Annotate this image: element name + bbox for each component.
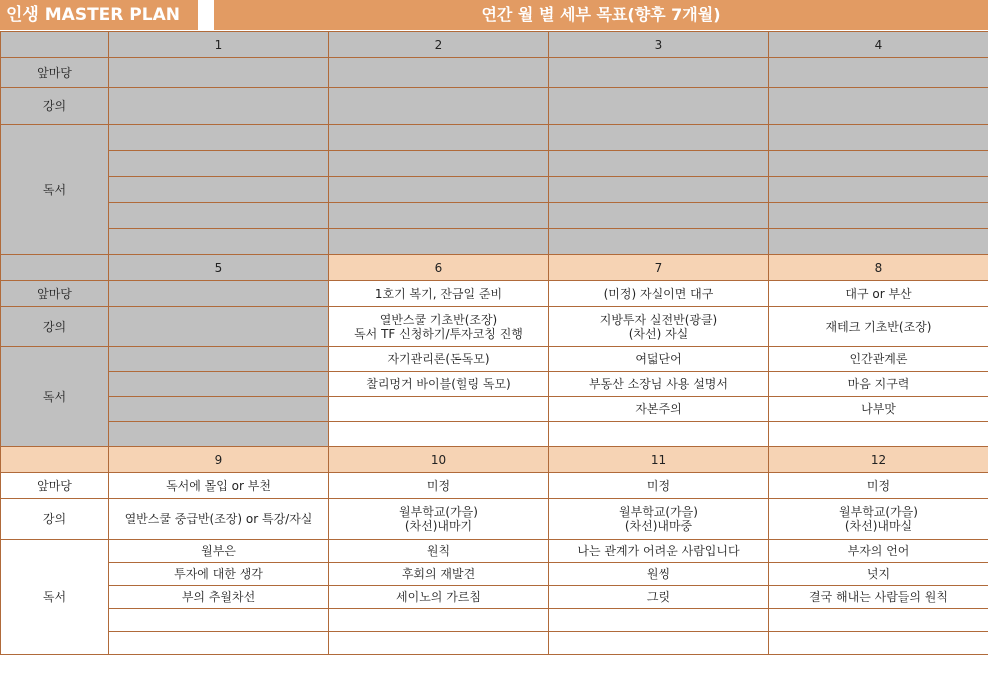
goal-cell[interactable] (109, 125, 329, 151)
corner-cell (1, 447, 109, 473)
month-header: 4 (769, 32, 988, 58)
front-yard-row (1, 281, 988, 307)
goal-cell[interactable]: 미정 (769, 473, 988, 499)
goal-cell[interactable] (329, 229, 549, 255)
goal-cell[interactable] (109, 609, 329, 632)
goal-cell[interactable] (769, 609, 988, 632)
goal-cell[interactable]: 그릿 (549, 586, 769, 609)
row-label-front-yard: 앞마당 (1, 473, 109, 499)
goal-cell[interactable] (329, 609, 549, 632)
goal-line: 월부학교(가을) (839, 505, 918, 519)
month-header: 3 (549, 32, 769, 58)
goal-cell[interactable]: 월부은 (109, 540, 329, 563)
goal-cell[interactable]: 자본주의 (549, 397, 769, 422)
lecture-row (1, 307, 988, 347)
month-header-row (1, 32, 988, 58)
goal-cell[interactable] (109, 307, 329, 347)
goal-cell[interactable] (769, 499, 988, 540)
month-header: 6 (329, 255, 549, 281)
goal-line: 열반스쿨 기초반(조장) (379, 312, 498, 327)
goal-cell[interactable] (329, 397, 549, 422)
goal-cell[interactable] (769, 177, 988, 203)
row-label-lecture: 강의 (1, 499, 109, 540)
corner-cell (1, 255, 109, 281)
goal-cell[interactable] (329, 125, 549, 151)
goal-cell[interactable] (109, 88, 329, 125)
goal-cell[interactable] (109, 422, 329, 447)
goal-cell[interactable] (549, 125, 769, 151)
row-label-front-yard: 앞마당 (1, 281, 109, 307)
goal-cell[interactable] (549, 229, 769, 255)
goal-cell[interactable]: 마음 지구력 (769, 372, 988, 397)
goal-cell[interactable]: 1호기 복기, 잔금일 준비 (329, 281, 549, 307)
goal-cell[interactable] (549, 307, 769, 347)
goal-cell[interactable] (549, 422, 769, 447)
month-header: 8 (769, 255, 988, 281)
corner-cell (1, 32, 109, 58)
month-header: 5 (109, 255, 329, 281)
reading-row (1, 151, 988, 177)
goal-cell[interactable]: 세이노의 가르침 (329, 586, 549, 609)
goal-cell[interactable] (769, 203, 988, 229)
month-header: 1 (109, 32, 329, 58)
goal-cell[interactable] (329, 88, 549, 125)
goal-cell[interactable] (549, 58, 769, 88)
goal-cell[interactable]: 열반스쿨 중급반(조장) or 특강/자실 (109, 499, 329, 540)
reading-row (1, 347, 988, 372)
goal-cell[interactable]: 부동산 소장님 사용 설명서 (549, 372, 769, 397)
goal-cell[interactable] (109, 372, 329, 397)
goal-cell[interactable] (549, 609, 769, 632)
front-yard-row (1, 58, 988, 88)
month-header-row (1, 447, 988, 473)
goal-cell[interactable]: 결국 해내는 사람들의 원칙 (769, 586, 988, 609)
goal-cell[interactable]: 독서에 몰입 or 부천 (109, 473, 329, 499)
reading-row (1, 609, 988, 632)
month-header: 10 (329, 447, 549, 473)
reading-row (1, 229, 988, 255)
reading-row (1, 422, 988, 447)
goal-line: 월부학교(가을) (619, 505, 698, 519)
reading-row (1, 563, 988, 586)
goal-cell[interactable] (769, 632, 988, 655)
goal-cell[interactable]: 부자의 언어 (769, 540, 988, 563)
reading-row (1, 177, 988, 203)
reading-row (1, 125, 988, 151)
reading-row (1, 397, 988, 422)
goal-cell[interactable]: 인간관계론 (769, 347, 988, 372)
goal-cell[interactable]: 여덟단어 (549, 347, 769, 372)
title-bar (0, 0, 988, 30)
goal-cell[interactable]: 나는 관계가 어려운 사람입니다 (549, 540, 769, 563)
row-label-reading: 독서 (1, 125, 109, 255)
goal-cell[interactable] (109, 203, 329, 229)
goal-cell[interactable]: 넛지 (769, 563, 988, 586)
goal-cell[interactable] (329, 422, 549, 447)
goal-cell[interactable] (769, 58, 988, 88)
goal-cell[interactable]: 미정 (549, 473, 769, 499)
goal-cell[interactable] (549, 177, 769, 203)
goal-cell[interactable]: 나부맛 (769, 397, 988, 422)
goal-cell[interactable] (549, 632, 769, 655)
goal-cell[interactable]: 재테크 기초반(조장) (769, 307, 988, 347)
goal-cell[interactable] (109, 151, 329, 177)
goal-cell[interactable] (109, 177, 329, 203)
goal-cell[interactable] (329, 58, 549, 88)
section-title: 연간 월 별 세부 목표(향후 7개월) (214, 0, 988, 30)
goal-cell[interactable] (329, 203, 549, 229)
goal-cell[interactable] (109, 632, 329, 655)
goal-cell[interactable] (769, 88, 988, 125)
goal-cell[interactable] (109, 229, 329, 255)
goal-line: (차선) 자실 (628, 326, 689, 341)
reading-row (1, 586, 988, 609)
month-header: 9 (109, 447, 329, 473)
row-label-reading: 독서 (1, 347, 109, 447)
goal-cell[interactable]: 원칙 (329, 540, 549, 563)
monthly-goals-table (0, 31, 988, 655)
month-header-row (1, 255, 988, 281)
lecture-row (1, 88, 988, 125)
reading-row (1, 540, 988, 563)
goal-cell[interactable] (769, 422, 988, 447)
goal-line: (차선)내마실 (844, 519, 913, 533)
goal-cell[interactable] (329, 151, 549, 177)
goal-cell[interactable] (549, 88, 769, 125)
month-header: 12 (769, 447, 988, 473)
goal-line: (차선)내마기 (404, 519, 473, 533)
row-label-front-yard: 앞마당 (1, 58, 109, 88)
month-header: 7 (549, 255, 769, 281)
goal-cell[interactable]: 후회의 재발견 (329, 563, 549, 586)
goal-cell[interactable] (109, 397, 329, 422)
month-header: 2 (329, 32, 549, 58)
goal-line: (차선)내마중 (624, 519, 693, 533)
goal-cell[interactable] (109, 347, 329, 372)
goal-line: 월부학교(가을) (399, 505, 478, 519)
reading-row (1, 372, 988, 397)
goal-cell[interactable]: 찰리멍거 바이블(힐링 독모) (329, 372, 549, 397)
goal-cell[interactable] (109, 58, 329, 88)
goal-cell[interactable]: 대구 or 부산 (769, 281, 988, 307)
title-spacer (198, 0, 214, 30)
goal-line: 지방투자 실전반(광클) (599, 312, 718, 327)
row-label-reading: 독서 (1, 540, 109, 655)
goal-cell[interactable]: 부의 추월차선 (109, 586, 329, 609)
reading-row (1, 203, 988, 229)
goal-cell[interactable] (769, 151, 988, 177)
goal-cell[interactable] (329, 177, 549, 203)
goal-cell[interactable]: (미정) 자실이면 대구 (549, 281, 769, 307)
goal-cell[interactable] (329, 632, 549, 655)
goal-cell[interactable]: 자기관리론(돈독모) (329, 347, 549, 372)
goal-cell[interactable] (549, 499, 769, 540)
month-header: 11 (549, 447, 769, 473)
goal-cell[interactable]: 투자에 대한 생각 (109, 563, 329, 586)
goal-cell[interactable] (769, 125, 988, 151)
goal-cell[interactable] (549, 203, 769, 229)
front-yard-row (1, 473, 988, 499)
lecture-row (1, 499, 988, 540)
goal-cell[interactable]: 미정 (329, 473, 549, 499)
goal-cell[interactable] (549, 151, 769, 177)
goal-line: 독서 TF 신청하기/투자코칭 진행 (354, 326, 523, 341)
goal-cell[interactable] (769, 229, 988, 255)
reading-row (1, 632, 988, 655)
goal-cell[interactable] (109, 281, 329, 307)
row-label-lecture: 강의 (1, 307, 109, 347)
goal-cell[interactable] (329, 499, 549, 540)
row-label-lecture: 강의 (1, 88, 109, 125)
sheet-title: 인생 MASTER PLAN (0, 0, 198, 30)
goal-cell[interactable]: 원씽 (549, 563, 769, 586)
goal-cell[interactable] (329, 307, 549, 347)
